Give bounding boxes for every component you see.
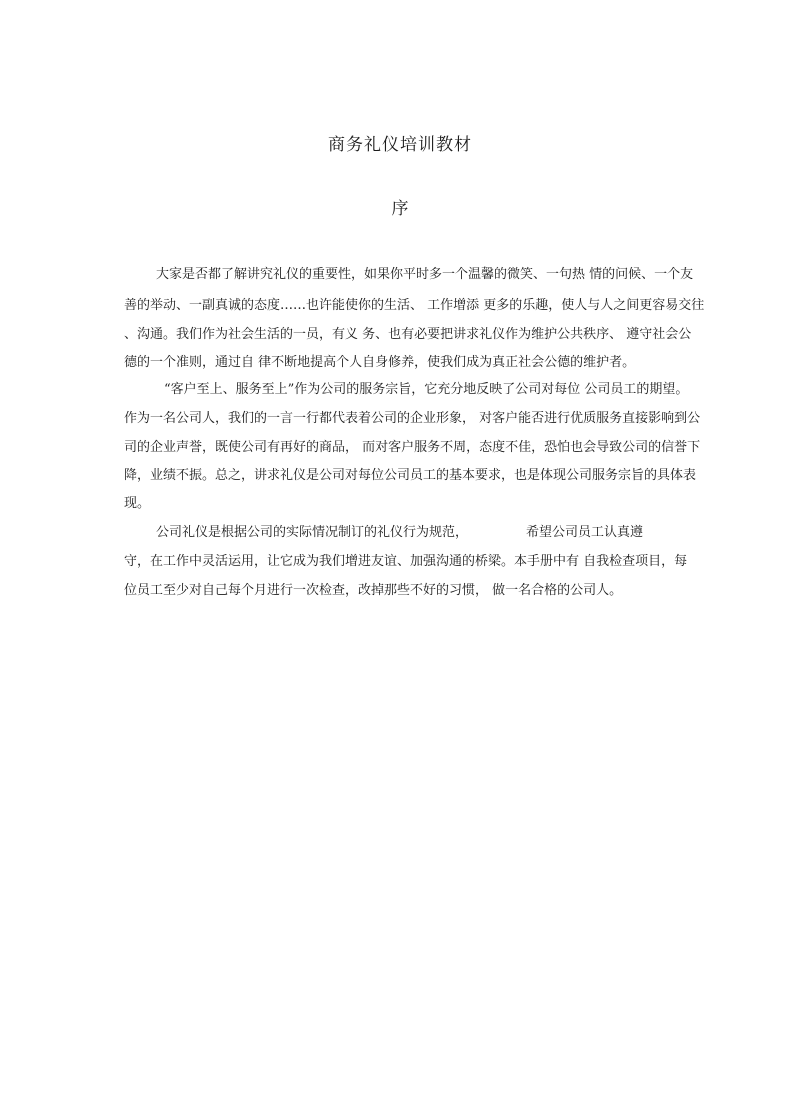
- body-line: 大家是否都了解讲究礼仪的重要性，如果你平时多一个温馨的微笑、一句热 情的问候、一个友: [156, 267, 694, 282]
- body-line: 守，在工作中灵活运用，让它成为我们增进友谊、加强沟通的桥梁。本手册中有 自我检查项目，每: [124, 554, 688, 569]
- body-line: 司的企业声誉，既使公司有再好的商品， 而对客户服务不周，态度不佳，恐怕也会导致公司的信誉下: [124, 440, 701, 455]
- body-line: 、沟通。我们作为社会生活的一员，有义 务、也有必要把讲求礼仪作为维护公共秩序、 遵守社会公: [124, 327, 692, 342]
- body-line: 善的举动、一副真诚的态度……也许能使你的生活、 工作增添 更多的乐趣，使人与人之间更容易交往: [124, 298, 705, 313]
- body-line: 位员工至少对自己每个月进行一次检查，改掉那些不好的习惯， 做一名合格的公司人。: [124, 583, 623, 598]
- body-line: 降，业绩不振。总之，讲求礼仪是公司对每位公司员工的基本要求，也是体现公司服务宗旨的具体表: [124, 468, 697, 483]
- body-line: 公司礼仪是根据公司的实际情况制订的礼仪行为规范，: [156, 525, 469, 540]
- body-line: “客户至上、服务至上”作为公司的服务宗旨，它充分地反映了公司对每位 公司员工的期望。: [164, 382, 689, 397]
- body-line: 现。: [124, 496, 151, 511]
- body-line: 作为一名公司人，我们的一言一行都代表着公司的企业形象， 对客户能否进行优质服务直接影响到公: [124, 411, 701, 426]
- body-line: 希望公司员工认真遵: [526, 525, 644, 540]
- preface-heading: 序: [391, 199, 409, 219]
- body-line: 德的一个准则，通过自 律不断地提高个人自身修养，使我们成为真正社会公德的维护者。: [124, 355, 636, 370]
- document-title: 商务礼仪培训教材: [328, 135, 472, 155]
